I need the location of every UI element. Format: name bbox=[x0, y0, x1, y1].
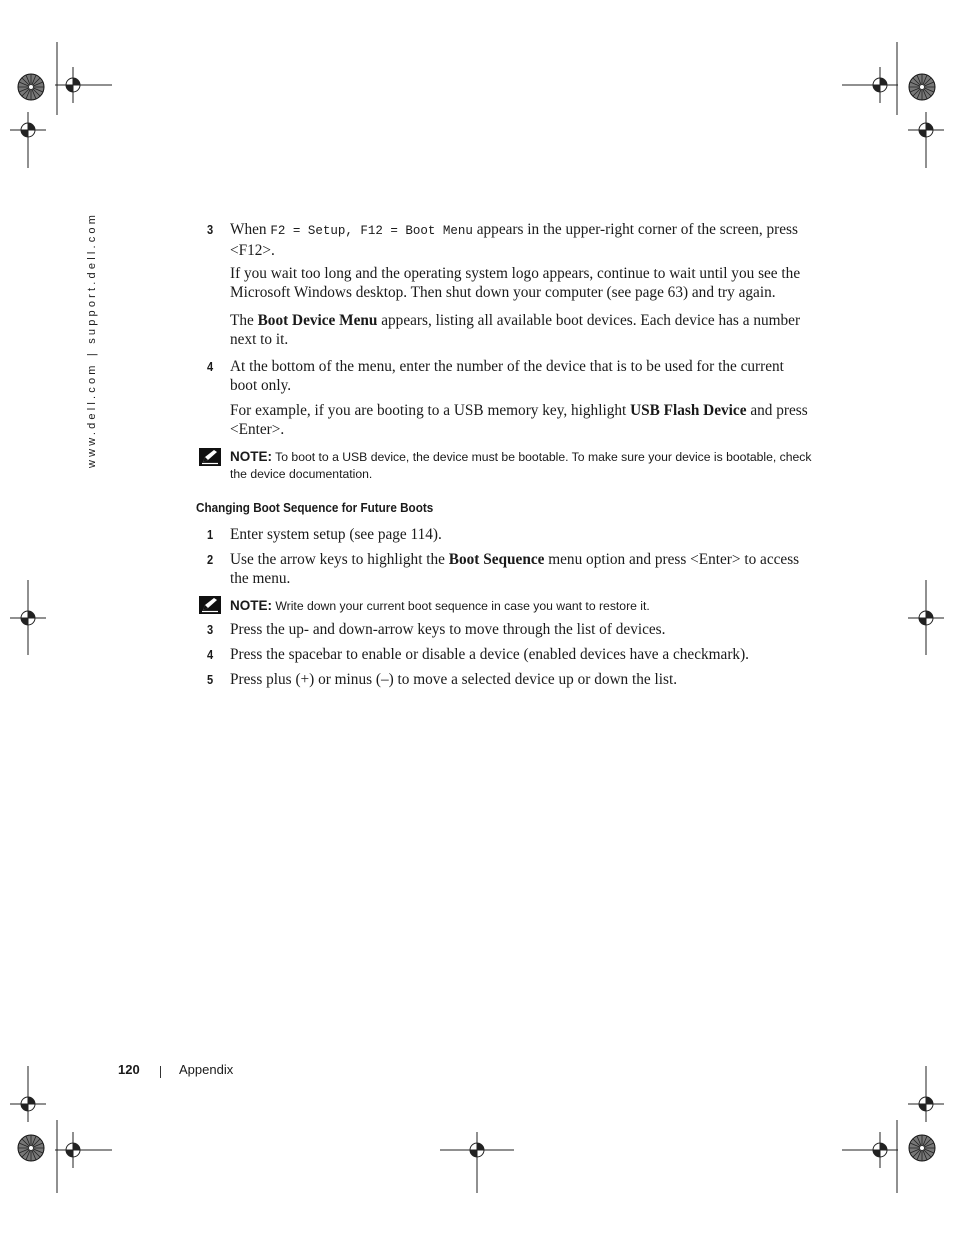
note-pencil-icon bbox=[199, 448, 221, 466]
step-number: 5 bbox=[207, 672, 214, 687]
step-number: 4 bbox=[207, 359, 214, 374]
note-text: Write down your current boot sequence in case you want to restore it. bbox=[272, 599, 650, 613]
step-text bbox=[230, 220, 812, 260]
footer-divider bbox=[160, 1066, 161, 1078]
registration-rosette-icon bbox=[18, 1135, 44, 1161]
registration-rosette-icon bbox=[18, 74, 44, 100]
note bbox=[230, 597, 820, 615]
step-number: 4 bbox=[207, 647, 214, 662]
text-run: Use the arrow keys to highlight the bbox=[230, 551, 449, 568]
step-number: 2 bbox=[207, 552, 214, 567]
section-subheading: Changing Boot Sequence for Future Boots bbox=[196, 500, 434, 515]
registration-rosette-icon bbox=[909, 74, 935, 100]
note-label: NOTE: bbox=[230, 598, 272, 613]
step-number: 3 bbox=[207, 222, 214, 237]
text-run: When bbox=[230, 221, 271, 238]
step-text: Enter system setup (see page 114). bbox=[230, 526, 442, 543]
note-pencil-icon bbox=[199, 596, 221, 614]
note-label: NOTE: bbox=[230, 449, 272, 464]
step-text: At the bottom of the menu, enter the number of the device that is to be used for the current boot only. bbox=[230, 358, 784, 394]
step-paragraph bbox=[230, 401, 812, 439]
step-text: Press plus (+) or minus (–) to move a selected device up or down the list. bbox=[230, 671, 678, 688]
key-sequence-code: F2 = Setup, F12 = Boot Menu bbox=[270, 224, 473, 238]
registration-crosshair-icon bbox=[908, 600, 944, 636]
note-text: To boot to a USB device, the device must be bootable. To make sure your device is bootable, check the device documentation. bbox=[230, 450, 812, 481]
registration-rosette-icon bbox=[909, 1135, 935, 1161]
step-text: Press the spacebar to enable or disable a device (enabled devices have a checkmark). bbox=[230, 646, 749, 663]
registration-crosshair-icon bbox=[10, 112, 46, 148]
note bbox=[230, 448, 820, 483]
side-url: www.dell.com | support.dell.com bbox=[86, 211, 98, 469]
text-run: appears in the upper-right corner of the screen, press <F12>. bbox=[230, 221, 798, 259]
registration-crosshair-icon bbox=[908, 112, 944, 148]
emphasis-text: USB Flash Device bbox=[630, 402, 747, 419]
text-run: appears, listing all available boot devices. Each device has a number next to it. bbox=[230, 312, 801, 348]
step-paragraph bbox=[230, 311, 812, 349]
registration-crosshair-icon bbox=[908, 1086, 944, 1122]
text-run: and press <Enter>. bbox=[230, 402, 808, 438]
page-number: 120 bbox=[118, 1062, 140, 1077]
step-number: 1 bbox=[207, 527, 214, 542]
registration-crosshair-icon bbox=[10, 1086, 46, 1122]
footer-section-title: Appendix bbox=[179, 1062, 234, 1077]
emphasis-text: Boot Device Menu bbox=[257, 312, 378, 329]
step-text bbox=[230, 550, 812, 588]
text-run: The bbox=[230, 312, 258, 329]
text-run: menu option and press <Enter> to access the menu. bbox=[230, 551, 800, 587]
registration-crosshair-icon bbox=[10, 600, 46, 636]
text-run: For example, if you are booting to a USB memory key, highlight bbox=[230, 402, 631, 419]
emphasis-text: Boot Sequence bbox=[448, 551, 545, 568]
step-paragraph: If you wait too long and the operating system logo appears, continue to wait until you see the Microsoft Windows desktop. Then shut down your computer (see page 63) and try again. bbox=[230, 265, 801, 301]
step-text: Press the up- and down-arrow keys to move through the list of devices. bbox=[230, 621, 666, 638]
step-number: 3 bbox=[207, 622, 214, 637]
